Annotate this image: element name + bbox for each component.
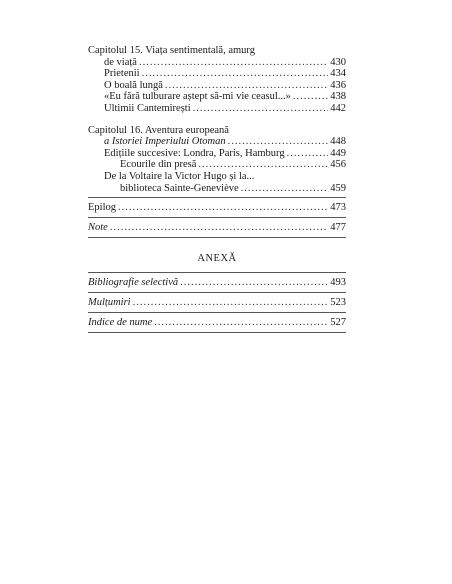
toc-entry (88, 57, 346, 69)
annex-heading: ANEXĂ (197, 253, 237, 265)
page-number: 449 (330, 147, 346, 159)
note-title: Note (88, 222, 108, 234)
section-title: Ecourile din presă (120, 159, 197, 171)
toc-entry (88, 103, 346, 115)
chapter-15-title (88, 45, 346, 57)
dot-leader (142, 68, 329, 80)
annex-item-title: Indice de nume (88, 317, 153, 329)
dot-leader (110, 221, 328, 234)
page-number: 436 (330, 79, 346, 91)
toc-entry (88, 159, 346, 171)
toc-entry-note (88, 221, 346, 234)
divider (88, 312, 346, 313)
chapter-title-text: Capitolul 16. Aventura europeană (88, 124, 229, 136)
toc-entry-epilog (88, 201, 346, 214)
dot-leader (193, 103, 329, 115)
annex-entry (88, 276, 346, 289)
toc-entry (88, 68, 346, 80)
toc-entry (88, 91, 346, 103)
divider (88, 237, 346, 238)
section-title-continued: biblioteca Sainte-Geneviève (120, 182, 239, 194)
dot-leader (198, 159, 328, 171)
dot-leader (165, 80, 328, 92)
dot-leader (139, 57, 328, 69)
page-number: 438 (330, 91, 346, 103)
page-number: 473 (330, 202, 346, 214)
divider (88, 217, 346, 218)
dot-leader (154, 316, 328, 329)
section-title: Ultimii Cantemirești (104, 102, 191, 114)
dot-leader (287, 148, 329, 160)
toc-entry (88, 148, 346, 160)
chapter-title-continued: de viață (104, 56, 137, 68)
page-number: 442 (330, 102, 346, 114)
page-number: 448 (330, 136, 346, 148)
spacer (88, 115, 346, 125)
annex-item-title: Bibliografie selectivă (88, 277, 179, 289)
divider (88, 197, 346, 198)
dot-leader (228, 136, 329, 148)
section-title: Prietenii (104, 68, 140, 80)
annex-item-title: Mulțumiri (88, 297, 131, 309)
toc-entry (88, 136, 346, 148)
dot-leader (118, 201, 328, 214)
page-number: 456 (330, 159, 346, 171)
table-of-contents (88, 45, 346, 336)
page-number: 434 (330, 68, 346, 80)
epilog-title: Epilog (88, 202, 116, 214)
section-title: De la Voltaire la Victor Hugo și la... (104, 170, 255, 182)
annex-entry (88, 316, 346, 329)
dot-leader (133, 296, 329, 309)
page-number: 527 (330, 317, 346, 329)
divider (88, 272, 346, 273)
annex-entry (88, 296, 346, 309)
chapter-16-title (88, 125, 346, 137)
section-title: O boală lungă (104, 79, 163, 91)
section-title: Edițiile succesive: Londra, Paris, Hamburg (104, 147, 285, 159)
page-number: 523 (330, 297, 346, 309)
page-number: 477 (330, 222, 346, 234)
page-number: 459 (330, 182, 346, 194)
toc-entry (88, 183, 346, 195)
divider (88, 332, 346, 333)
page-number: 493 (330, 277, 346, 289)
dot-leader (180, 276, 328, 289)
page-number: 430 (330, 56, 346, 68)
toc-entry (88, 80, 346, 92)
divider (88, 292, 346, 293)
toc-entry (88, 171, 346, 183)
section-title: «Eu fără tulburare aștept să-mi vie ceasul...» (104, 91, 291, 103)
chapter-title-text: Capitolul 15. Viața sentimentală, amurg (88, 45, 255, 56)
chapter-title-continued: a Istoriei Imperiului Otoman (104, 136, 226, 148)
dot-leader (241, 183, 329, 195)
dot-leader (293, 91, 328, 103)
